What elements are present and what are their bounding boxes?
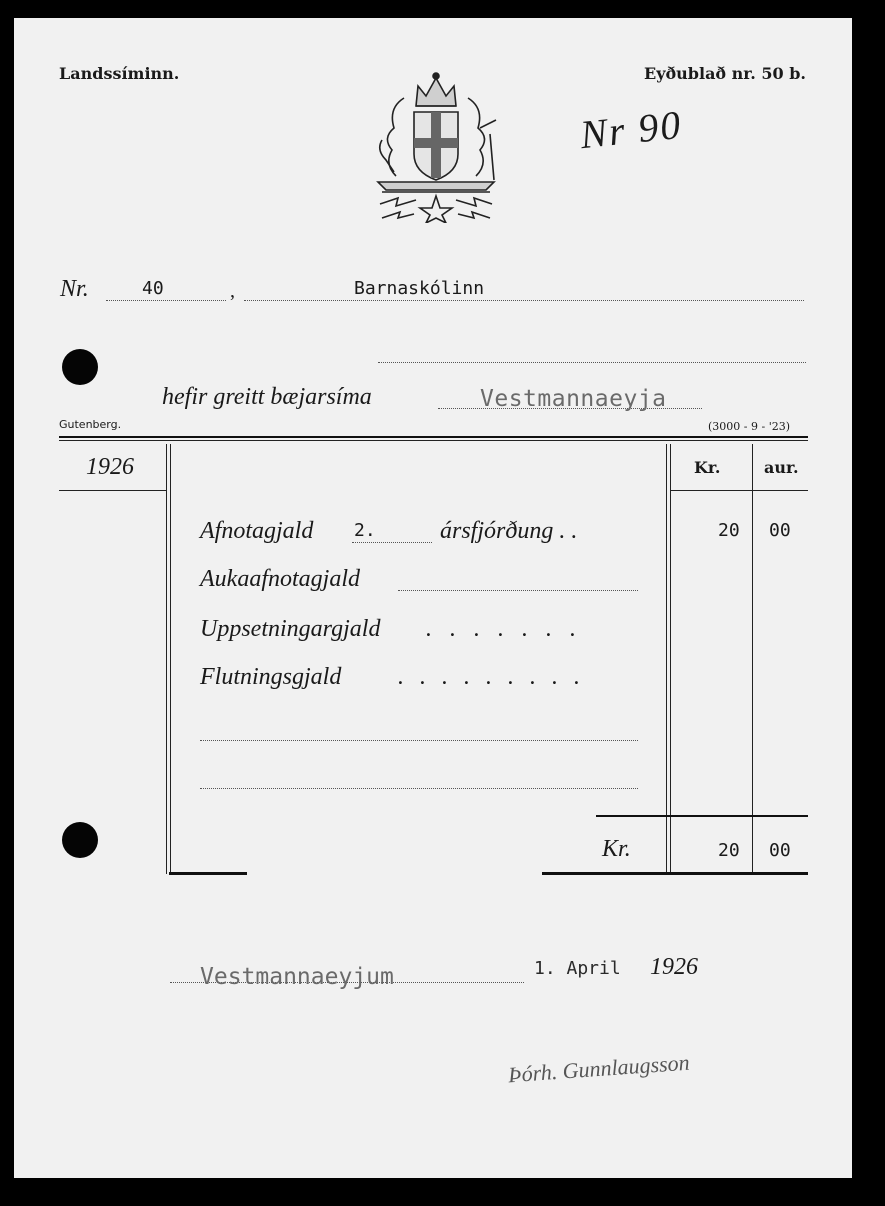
total-top-rule	[596, 815, 808, 817]
row1-dotline	[352, 542, 432, 543]
recipient-name: Barnaskólinn	[354, 278, 485, 299]
name-dotline	[244, 300, 804, 301]
total-label: Kr.	[602, 836, 631, 862]
printer-name: Gutenberg.	[59, 418, 122, 431]
blank-row-dotline-1	[200, 740, 638, 741]
org-name: Landssíminn.	[59, 64, 180, 83]
coat-of-arms-icon	[374, 68, 499, 223]
footer-place-stamp: Vestmannaeyjum	[200, 964, 394, 990]
printer-code: (3000 - 9 - '23)	[708, 420, 791, 433]
nr-comma: ,	[230, 280, 235, 302]
row3-suffix: . . . . . . .	[426, 616, 582, 642]
row1-suffix: ársfjórðung . .	[440, 518, 578, 544]
row-label-flutningsgjald: Flutningsgjald	[200, 664, 342, 690]
row-label-afnotagjald: Afnotagjald	[200, 518, 314, 544]
table-top-rule	[59, 436, 808, 438]
form-number: Eyðublað nr. 50 b.	[644, 64, 806, 83]
col-aur-header: aur.	[764, 458, 799, 477]
year-col-divider-2	[170, 444, 171, 874]
footer-date-stamp: 1. April	[534, 958, 621, 979]
kr-col-left-line	[666, 444, 667, 874]
receipt-form	[14, 18, 852, 1178]
row-label-uppsetningargjald: Uppsetningargjald	[200, 616, 381, 642]
row2-dotline	[398, 590, 638, 591]
year-underline	[59, 490, 166, 491]
handwritten-number: Nr 90	[577, 101, 685, 158]
place-stamp: Vestmannaeyja	[480, 386, 667, 412]
col-kr-header: Kr.	[694, 458, 721, 477]
blank-row-dotline-2	[200, 788, 638, 789]
aur-col-left-line	[752, 444, 753, 874]
bottom-right-rule	[542, 872, 808, 875]
punch-hole-bottom	[62, 822, 98, 858]
bottom-left-rule	[169, 872, 247, 875]
row1-aur: 00	[769, 520, 791, 541]
row4-suffix: . . . . . . . . .	[398, 664, 585, 690]
total-aur: 00	[769, 840, 791, 861]
year-label: 1926	[86, 454, 134, 480]
table-top-rule-thin	[59, 440, 808, 441]
signature: Þórh. Gunnlaugsson	[507, 1049, 691, 1088]
nr-label: Nr.	[60, 276, 89, 302]
row1-kr: 20	[718, 520, 740, 541]
kr-col-left-line-2	[670, 444, 671, 874]
row-label-aukaafnotagjald: Aukaafnotagjald	[200, 566, 360, 592]
row1-fill: 2.	[354, 520, 376, 541]
nr-dotline	[106, 300, 226, 301]
address-dotline	[378, 362, 806, 363]
paid-phrase: hefir greitt bæjarsíma	[162, 384, 372, 410]
nr-value: 40	[142, 278, 164, 299]
total-kr: 20	[718, 840, 740, 861]
footer-year: 1926	[650, 954, 698, 980]
year-col-divider	[166, 444, 167, 874]
header-underline	[671, 490, 808, 491]
punch-hole-top	[62, 349, 98, 385]
